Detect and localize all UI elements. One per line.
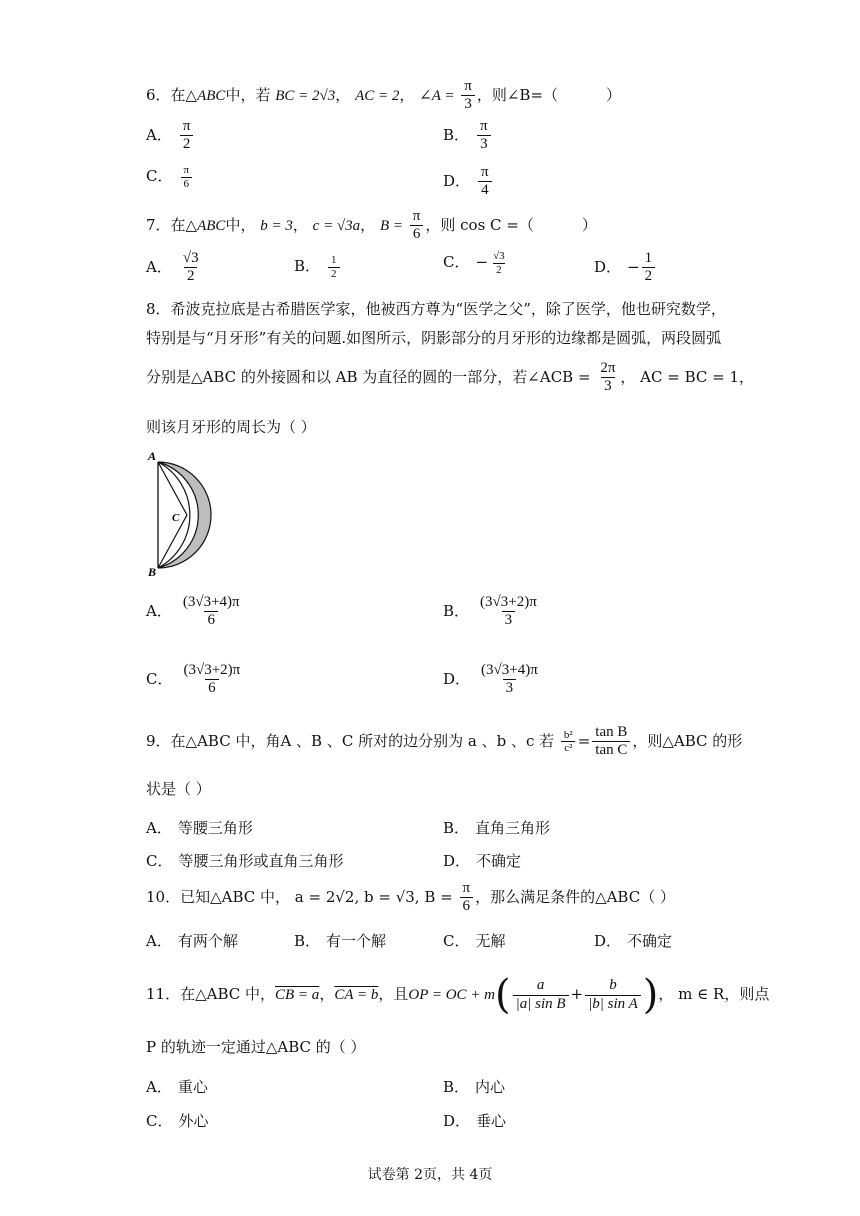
q7-option-b-den: 2 xyxy=(328,267,340,281)
q8-option-c-label: C． xyxy=(146,669,173,688)
q6-sep2: ， xyxy=(399,85,415,104)
q9-option-b-label: B． xyxy=(443,819,470,837)
q9-f1-num: b² xyxy=(563,728,573,741)
q7-option-d-label: D． xyxy=(594,257,622,276)
q7-close: ） xyxy=(581,215,597,234)
q8-option-d-num: (3√3+4)π xyxy=(481,662,538,678)
q6-angle-a: ∠A = xyxy=(419,87,455,104)
q7-option-c-den: 2 xyxy=(493,263,505,277)
q7-option-b xyxy=(294,254,342,280)
q9-equals: = xyxy=(577,731,591,750)
q6-option-c-num: π xyxy=(183,164,190,176)
q11-vector-cb: CB = a xyxy=(275,987,320,1003)
q9-line-1 xyxy=(146,724,742,760)
q8-line-3-text-b: ， AC = BC = 1， xyxy=(620,367,755,386)
q6-option-a-num: π xyxy=(182,118,191,134)
q9-line-2: 状是（ ） xyxy=(146,780,211,798)
question-7-stem xyxy=(146,208,597,244)
q7-option-c-label: C． xyxy=(443,253,470,272)
q8-option-c-den: 6 xyxy=(205,679,219,697)
label-a: A xyxy=(148,449,157,463)
q7-text-a: 在△ xyxy=(170,215,198,234)
q8-line-4: 则该月牙形的周长为（ ） xyxy=(146,418,316,436)
q7-triangle: ABC xyxy=(197,217,226,234)
q7-frac-den: 6 xyxy=(410,225,424,243)
q7-text-c: ，则 cos C =（ xyxy=(425,215,534,234)
q6-option-d-den: 4 xyxy=(478,181,492,199)
q10-line-1 xyxy=(146,880,675,916)
q10-option-a xyxy=(146,930,238,951)
q7-frac-num: π xyxy=(412,208,421,224)
q6-sep1: ， xyxy=(335,85,351,104)
q8-line-1: 8．希波克拉底是古希腊医学家，他被西方尊为“医学之父”，除了医学，他也研究数学， xyxy=(146,300,726,318)
q6-option-d-frac xyxy=(478,164,492,200)
q8-option-c-frac xyxy=(180,662,243,698)
q11-option-b-text: 内心 xyxy=(475,1078,506,1096)
q9-line-1-text-a: 9．在△ABC 中，角A 、B 、C 所对的边分别为 a 、b 、c 若 xyxy=(146,731,555,750)
q6-ac: AC = 2 xyxy=(355,87,400,104)
q7-option-c xyxy=(443,250,510,276)
q11-sep: ， xyxy=(319,985,335,1003)
q11-text-a: 11．在△ABC 中， xyxy=(146,985,276,1003)
q7-c: c = √3a xyxy=(312,217,361,234)
q10-option-d xyxy=(594,930,672,951)
q9-option-c-text: 等腰三角形或直角三角形 xyxy=(178,852,344,870)
q8-option-b-label: B． xyxy=(443,601,470,620)
q6-frac-den: 3 xyxy=(461,95,475,113)
q6-option-b-frac xyxy=(477,118,491,154)
q7-option-c-frac xyxy=(490,250,508,276)
q8-option-d-label: D． xyxy=(443,669,471,688)
q11-right-paren: ) xyxy=(642,972,659,1018)
q9-f2-den: tan C xyxy=(592,741,630,759)
q8-frac-num: 2π xyxy=(600,360,616,376)
q9-option-d-text: 不确定 xyxy=(476,852,522,870)
q7-number: 7． xyxy=(146,215,171,234)
q7-sep: ， xyxy=(292,215,308,234)
q6-option-a xyxy=(146,118,195,154)
q11-plus: + xyxy=(570,985,584,1003)
q8-line-2: 特别是与“月牙形”有关的问题.如图所示，阴影部分的月牙形的边缘都是圆弧，两段圆弧 xyxy=(146,329,722,347)
q8-option-b-frac xyxy=(477,594,540,630)
q11-left-paren: ( xyxy=(495,972,511,1018)
q11-vector-ca: CA = b xyxy=(334,987,379,1003)
q9-option-b-text: 直角三角形 xyxy=(475,819,551,837)
page-footer: 试卷第 2页，共 4页 xyxy=(367,1167,493,1183)
q6-close: ） xyxy=(606,85,622,104)
q10-option-b-text: 有一个解 xyxy=(326,932,387,950)
q6-option-a-frac xyxy=(180,118,194,154)
q7-option-a-den: 2 xyxy=(184,267,198,285)
q6-option-c xyxy=(146,164,194,190)
q6-triangle: ABC xyxy=(197,87,226,104)
q11-option-c-text: 外心 xyxy=(178,1112,209,1130)
q7-sep2: ， xyxy=(360,215,376,234)
q11-option-b-label: B． xyxy=(443,1078,470,1096)
q8-option-a-num: (3√3+4)π xyxy=(182,594,240,610)
q11-option-a-text: 重心 xyxy=(177,1078,208,1096)
q7-b: b = 3 xyxy=(260,217,293,234)
q10-option-a-text: 有两个解 xyxy=(177,932,238,950)
q6-bc: BC = 2√3 xyxy=(275,87,336,104)
q11-option-b xyxy=(443,1076,505,1097)
q9-option-d xyxy=(443,850,521,871)
q11-option-a-label: A． xyxy=(146,1078,172,1096)
q11-f1-den: |a| sin B xyxy=(513,995,569,1013)
q11-line-2: P 的轨迹一定通过△ABC 的（ ） xyxy=(146,1038,366,1056)
q6-option-d-label: D． xyxy=(443,171,471,190)
q9-line-1-text-b: ，则△ABC 的形 xyxy=(632,731,743,750)
q7-option-d xyxy=(594,250,657,286)
q8-option-c xyxy=(146,662,245,698)
q11-option-d xyxy=(443,1110,506,1131)
q10-option-d-label: D． xyxy=(594,932,622,950)
q10-option-d-text: 不确定 xyxy=(627,932,673,950)
q8-option-a-label: A． xyxy=(146,601,172,620)
q8-line-3-text-a: 分别是△ABC 的外接圆和以 AB 为直径的圆的一部分，若∠ACB = xyxy=(146,367,591,386)
q9-option-d-label: D． xyxy=(443,852,471,870)
q11-option-c xyxy=(146,1110,209,1131)
q11-option-a xyxy=(146,1076,208,1097)
q11-line-1 xyxy=(146,972,769,1018)
q7-option-d-den: 2 xyxy=(642,267,656,285)
q7-option-b-num: 1 xyxy=(331,254,337,266)
q7-angle-b: B = xyxy=(379,217,404,234)
q8-option-b xyxy=(443,594,542,630)
q9-fraction-b2-c2 xyxy=(561,729,576,755)
q6-option-b-den: 3 xyxy=(477,135,491,153)
q9-option-a-label: A． xyxy=(146,819,172,837)
crescent-shaded-region xyxy=(158,462,211,568)
q6-option-c-den: 6 xyxy=(181,177,193,191)
q11-fraction-b xyxy=(585,977,641,1013)
q10-text-a: 10．已知△ABC 中， a = 2√2, b = √3, B = xyxy=(146,887,453,906)
q11-f1-num: a xyxy=(536,977,545,994)
q6-frac-num: π xyxy=(464,78,472,94)
q6-option-a-den: 2 xyxy=(180,135,194,153)
crescent-figure xyxy=(142,448,222,578)
q10-option-c-label: C． xyxy=(443,932,470,950)
q6-text-b: 中，若 xyxy=(225,85,271,104)
q10-option-a-label: A． xyxy=(146,932,172,950)
q11-option-d-label: D． xyxy=(443,1112,471,1130)
q7-text-b: 中， xyxy=(225,215,256,234)
q9-fraction-tan xyxy=(592,724,630,760)
q6-option-b-label: B． xyxy=(443,125,470,144)
q8-option-c-num: (3√3+2)π xyxy=(183,662,241,678)
q8-option-d-frac xyxy=(478,662,541,698)
q10-frac-den: 6 xyxy=(460,897,474,915)
q9-option-b xyxy=(443,817,550,838)
q8-option-a xyxy=(146,594,245,630)
q10-fraction xyxy=(459,880,473,916)
q7-option-d-frac xyxy=(642,250,656,286)
q9-f2-num: tan B xyxy=(595,724,628,740)
q8-option-b-den: 3 xyxy=(502,611,516,629)
q7-option-b-label: B． xyxy=(294,257,321,276)
q11-option-d-text: 垂心 xyxy=(476,1112,507,1130)
q11-option-c-label: C． xyxy=(146,1112,173,1130)
q11-qie: ，且 xyxy=(378,985,409,1003)
q7-option-a-frac xyxy=(180,250,202,286)
q6-option-b xyxy=(443,118,493,154)
q10-option-b xyxy=(294,930,386,951)
q9-option-a xyxy=(146,817,253,838)
q6-number: 6． xyxy=(146,85,171,104)
q11-text-b: ， m ∈ R，则点 xyxy=(658,985,770,1003)
q8-option-d xyxy=(443,662,543,698)
question-6-stem xyxy=(146,78,621,114)
q9-option-c-label: C． xyxy=(146,852,173,870)
q6-option-c-frac xyxy=(180,164,192,190)
q10-option-c xyxy=(443,930,506,951)
q6-text-c: ，则∠B=（ xyxy=(476,85,559,104)
label-b: B xyxy=(148,565,157,578)
q9-f1-den: c² xyxy=(561,741,575,755)
q11-f2-num: b xyxy=(609,977,617,994)
q7-option-a-num: √3 xyxy=(182,250,199,266)
q7-option-c-sign: − xyxy=(475,253,489,272)
q9-option-c xyxy=(146,850,344,871)
q6-option-b-num: π xyxy=(480,118,488,134)
q7-option-a-label: A． xyxy=(146,257,172,276)
q7-option-d-sign: − xyxy=(627,257,640,276)
q8-frac-den: 3 xyxy=(601,377,615,395)
q6-text-a: 在△ xyxy=(170,85,198,104)
q10-frac-num: π xyxy=(462,880,471,896)
q7-fraction xyxy=(410,208,424,244)
q8-option-b-num: (3√3+2)π xyxy=(480,594,537,610)
q10-option-b-label: B． xyxy=(294,932,321,950)
q11-vector-op: OP = OC + m xyxy=(408,987,496,1003)
q7-option-c-num: √3 xyxy=(493,250,505,262)
q10-text-b: ，那么满足条件的△ABC（ ） xyxy=(475,887,675,906)
q7-option-b-frac xyxy=(328,254,340,280)
q9-option-a-text: 等腰三角形 xyxy=(177,819,253,837)
q7-option-a xyxy=(146,250,204,286)
q8-option-a-den: 6 xyxy=(204,611,218,629)
q7-option-d-num: 1 xyxy=(644,250,653,266)
q8-option-a-frac xyxy=(180,594,243,630)
q8-line-3-fraction xyxy=(597,360,618,396)
q6-option-c-label: C． xyxy=(146,167,173,186)
q10-option-c-text: 无解 xyxy=(475,932,506,950)
q11-fraction-a xyxy=(513,977,569,1013)
label-c: C xyxy=(172,512,180,524)
q11-f2-den: |b| sin A xyxy=(585,995,641,1013)
q6-option-d-num: π xyxy=(481,164,489,180)
q6-fraction xyxy=(461,78,475,114)
q8-option-d-den: 3 xyxy=(503,679,517,697)
q6-option-a-label: A． xyxy=(146,125,172,144)
q8-line-3 xyxy=(146,360,754,396)
q6-option-d xyxy=(443,164,494,200)
